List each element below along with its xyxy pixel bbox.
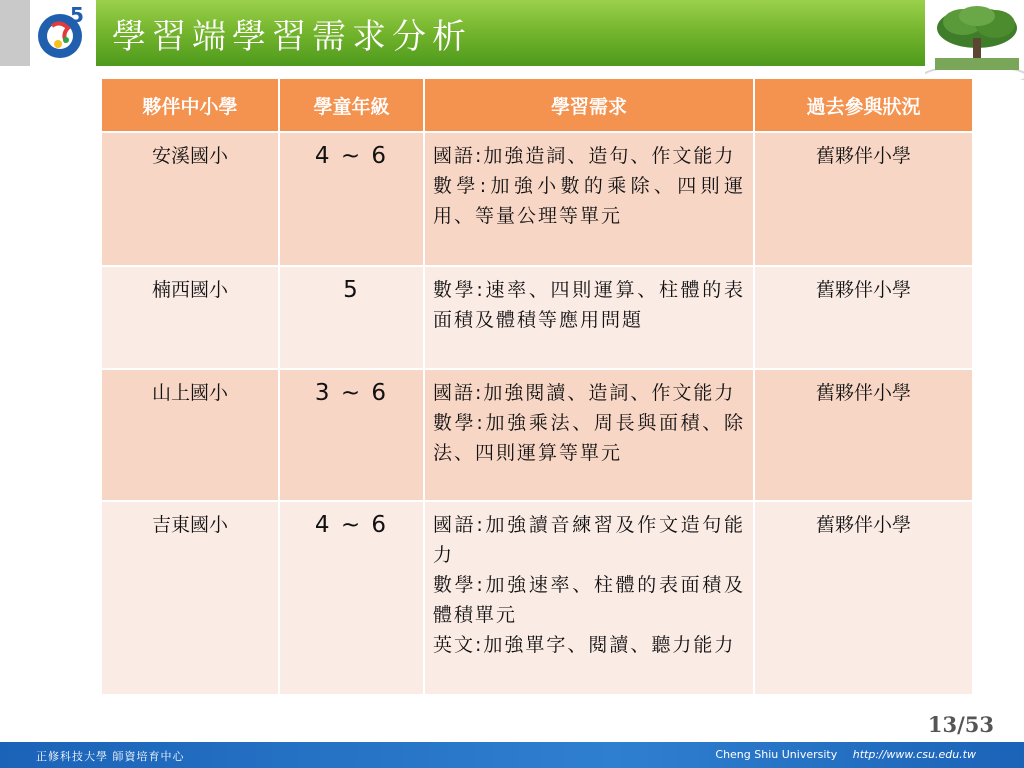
header-gray-strip (0, 0, 30, 66)
status-cell: 舊夥伴小學 (754, 369, 973, 501)
table-row (101, 132, 973, 266)
header-learning-needs: 學習需求 (424, 78, 754, 132)
table-row (101, 266, 973, 369)
slide-title: 學習端學習需求分析 (112, 17, 472, 57)
table-row (101, 369, 973, 501)
need-line: 數學:加強乘法、周長與面積、除法、四則運算等單元 (433, 412, 745, 464)
footer-right (715, 748, 976, 761)
needs-cell (424, 266, 754, 369)
need-line: 國語:加強閱讀、造詞、作文能力 (433, 382, 736, 404)
need-line: 國語:加強讀音練習及作文造句能力 (433, 514, 745, 566)
status-cell: 舊夥伴小學 (754, 132, 973, 266)
footer-url: http://www.csu.edu.tw (852, 748, 976, 761)
svg-text:5: 5 (70, 3, 84, 27)
tree-photo-icon (925, 0, 1024, 80)
school-cell: 山上國小 (101, 369, 279, 501)
need-line: 數學:加強小數的乘除、四則運用、等量公理等單元 (433, 175, 745, 227)
grade-cell: 5 (279, 266, 424, 369)
need-line: 數學:加強速率、柱體的表面積及體積單元 (433, 574, 745, 626)
need-line: 國語:加強造詞、造句、作文能力 (433, 145, 736, 167)
learning-needs-table (100, 77, 974, 696)
slide-footer (0, 742, 1024, 768)
footer-university: Cheng Shiu University (715, 748, 838, 761)
needs-cell (424, 369, 754, 501)
status-cell: 舊夥伴小學 (754, 501, 973, 695)
school-anniversary-logo (30, 0, 96, 66)
header-partner-school: 夥伴中小學 (101, 78, 279, 132)
school-cell: 吉東國小 (101, 501, 279, 695)
status-cell: 舊夥伴小學 (754, 266, 973, 369)
page-number: 13/53 (927, 712, 994, 737)
table-header-row (101, 78, 973, 132)
grade-cell: 4 ~ 6 (279, 132, 424, 266)
needs-cell (424, 132, 754, 266)
slide-header (0, 0, 1024, 66)
grade-cell: 3 ~ 6 (279, 369, 424, 501)
logo-15-icon (30, 0, 96, 66)
header-grade: 學童年級 (279, 78, 424, 132)
footer-department: 正修科技大學 師資培育中心 (36, 750, 185, 763)
grade-cell: 4 ~ 6 (279, 501, 424, 695)
school-cell: 安溪國小 (101, 132, 279, 266)
need-line: 英文:加強單字、閱讀、聽力能力 (433, 634, 736, 656)
table-row (101, 501, 973, 695)
need-line: 數學:速率、四則運算、柱體的表面積及體積等應用問題 (433, 279, 745, 331)
school-cell: 楠西國小 (101, 266, 279, 369)
needs-cell (424, 501, 754, 695)
header-past-participation: 過去參與狀況 (754, 78, 973, 132)
